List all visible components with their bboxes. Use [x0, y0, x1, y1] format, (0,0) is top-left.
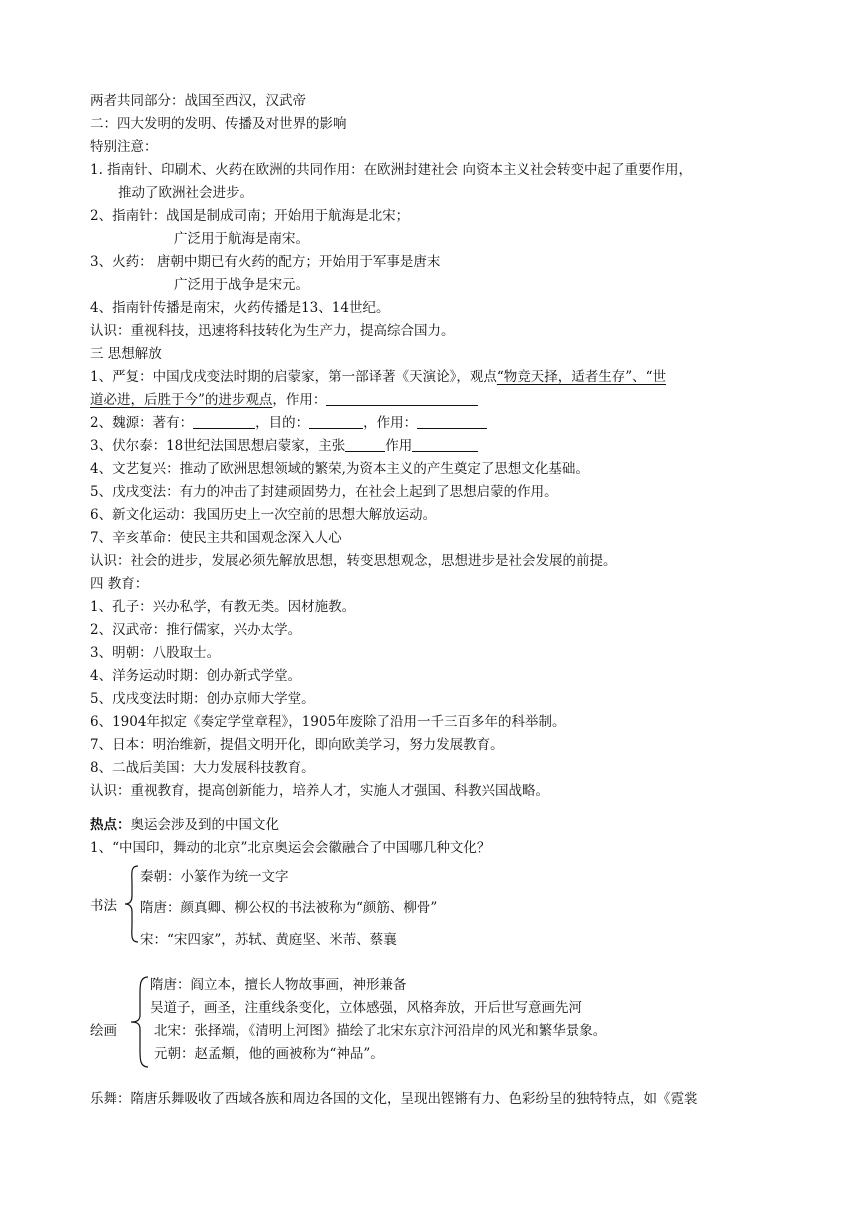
text-line: 1、孔子：兴办私学，有教无类。因材施教。	[90, 599, 356, 615]
section-heading-education: 四 教育：	[90, 576, 149, 592]
hotspot-heading	[90, 816, 279, 834]
text-line: 特别注意：	[90, 139, 158, 155]
text-line: 秦朝：小篆作为统一文字	[140, 869, 289, 885]
text-span: 3、伏尔泰：18世纪法国思想启蒙家，主张	[90, 438, 346, 454]
text-line: 推动了欧洲社会进步。	[118, 185, 253, 201]
hotspot-title: 奥运会涉及到的中国文化	[130, 817, 279, 833]
text-line: 4、洋务运动时期：创办新式学堂。	[90, 668, 302, 684]
text-line: 隋唐：颜真卿、柳公权的书法被称为“颜筋、柳骨”	[140, 900, 438, 916]
text-line: 1. 指南针、印刷术、火药在欧洲的共同作用：在欧洲封建社会 向资本主义社会转变中起了重要作用，	[90, 162, 692, 178]
group-label-painting: 绘画	[90, 1023, 117, 1039]
text-line: 元朝：赵孟頫，他的画被称为“神品”。	[154, 1046, 384, 1062]
text-span: ，目的：	[255, 415, 310, 431]
text-span: 1、严复：中国戊戌变法时期的启蒙家，第一部译著《天演论》，观点	[90, 369, 497, 385]
text-line: 3、火药： 唐朝中期已有火药的配方；开始用于军事是唐末	[90, 254, 441, 270]
text-line: 8、二战后美国：大力发展科技教育。	[90, 760, 315, 776]
fill-blank[interactable]	[345, 437, 385, 452]
text-line: 6、新文化运动：我国历史上一次空前的思想大解放运动。	[90, 507, 437, 523]
text-span: ，作用：	[272, 392, 327, 408]
text-line: 7、辛亥革命：使民主共和国观念深入人心	[90, 530, 342, 546]
text-line: 6、1904年拟定《奏定学堂章程》，1905年废除了沿用一千三百多年的科举制。	[90, 714, 566, 730]
section-heading-inventions: 二：四大发明的发明、传播及对世界的影响	[90, 116, 347, 132]
curly-brace-icon	[124, 864, 140, 944]
text-line: 乐舞：隋唐乐舞吸收了西域各族和周边各国的文化，呈现出铿锵有力、色彩纷呈的独特特点，如《霓裳	[90, 1091, 698, 1107]
question-line: 1、“中国印，舞动的北京”北京奥运会会徽融合了中国哪几种文化？	[90, 840, 491, 856]
text-line: 4、指南针传播是南宋，火药传播是13、14世纪。	[90, 300, 390, 316]
text-line	[90, 437, 478, 455]
text-line: 4、文艺复兴：推动了欧洲思想领域的繁荣,为资本主义的产生奠定了思想文化基础。	[90, 461, 589, 477]
text-span: ，作用：	[363, 415, 418, 431]
text-line: 两者共同部分：战国至西汉，汉武帝	[90, 93, 306, 109]
group-label-calligraphy: 书法	[90, 898, 117, 914]
text-line: 3、明朝：八股取士。	[90, 645, 221, 661]
text-line	[90, 391, 478, 409]
text-line: 2、指南针：战国是制成司南；开始用于航海是北宋；	[90, 208, 410, 224]
text-line: 认识：重视教育，提高创新能力，培养人才，实施人才强国、科教兴国战略。	[90, 783, 549, 799]
fill-blank[interactable]	[412, 437, 478, 452]
text-line: 2、汉武帝：推行儒家，兴办太学。	[90, 622, 302, 638]
text-line: 认识：重视科技，迅速将科技转化为生产力，提高综合国力。	[90, 323, 455, 339]
text-line	[90, 414, 487, 432]
curly-brace-icon	[130, 975, 150, 1069]
text-line: 广泛用于战争是宋元。	[174, 277, 309, 293]
text-line: 隋唐：阎立本，擅长人物故事画，神形兼备	[150, 977, 407, 993]
underlined-text: 道必进，后胜于今”的进步观点	[90, 392, 273, 408]
text-line: 广泛用于航海是南宋。	[174, 231, 309, 247]
text-line: 7、日本：明治维新，提倡文明开化，即向欧美学习，努力发展教育。	[90, 737, 504, 753]
text-line: 5、戊戌变法时期：创办京师大学堂。	[90, 691, 315, 707]
hotspot-label: 热点：	[90, 817, 131, 833]
text-span: 2、魏源：著有：	[90, 415, 194, 431]
fill-blank[interactable]	[193, 414, 255, 429]
text-line: 认识：社会的进步，发展必须先解放思想，转变思想观念，思想进步是社会发展的前提。	[90, 553, 617, 569]
section-heading-thought: 三 思想解放	[90, 346, 162, 362]
text-line	[90, 368, 666, 386]
fill-blank[interactable]	[417, 414, 487, 429]
underlined-text: “物竞天择，适者生存”、“世	[496, 369, 667, 385]
text-line: 5、戊戌变法：有力的冲击了封建顽固势力，在社会上起到了思想启蒙的作用。	[90, 484, 558, 500]
fill-blank[interactable]	[326, 391, 478, 406]
fill-blank[interactable]	[309, 414, 363, 429]
text-line: 北宋：张择端，《清明上河图》描绘了北宋东京汴河沿岸的风光和繁华景象。	[154, 1023, 607, 1039]
text-span: 作用	[385, 438, 413, 454]
text-line: 吴道子，画圣，注重线条变化，立体感强，风格奔放，开后世写意画先河	[150, 1000, 582, 1016]
text-line: 宋：“宋四家”，苏轼、黄庭坚、米芾、蔡襄	[140, 932, 397, 948]
